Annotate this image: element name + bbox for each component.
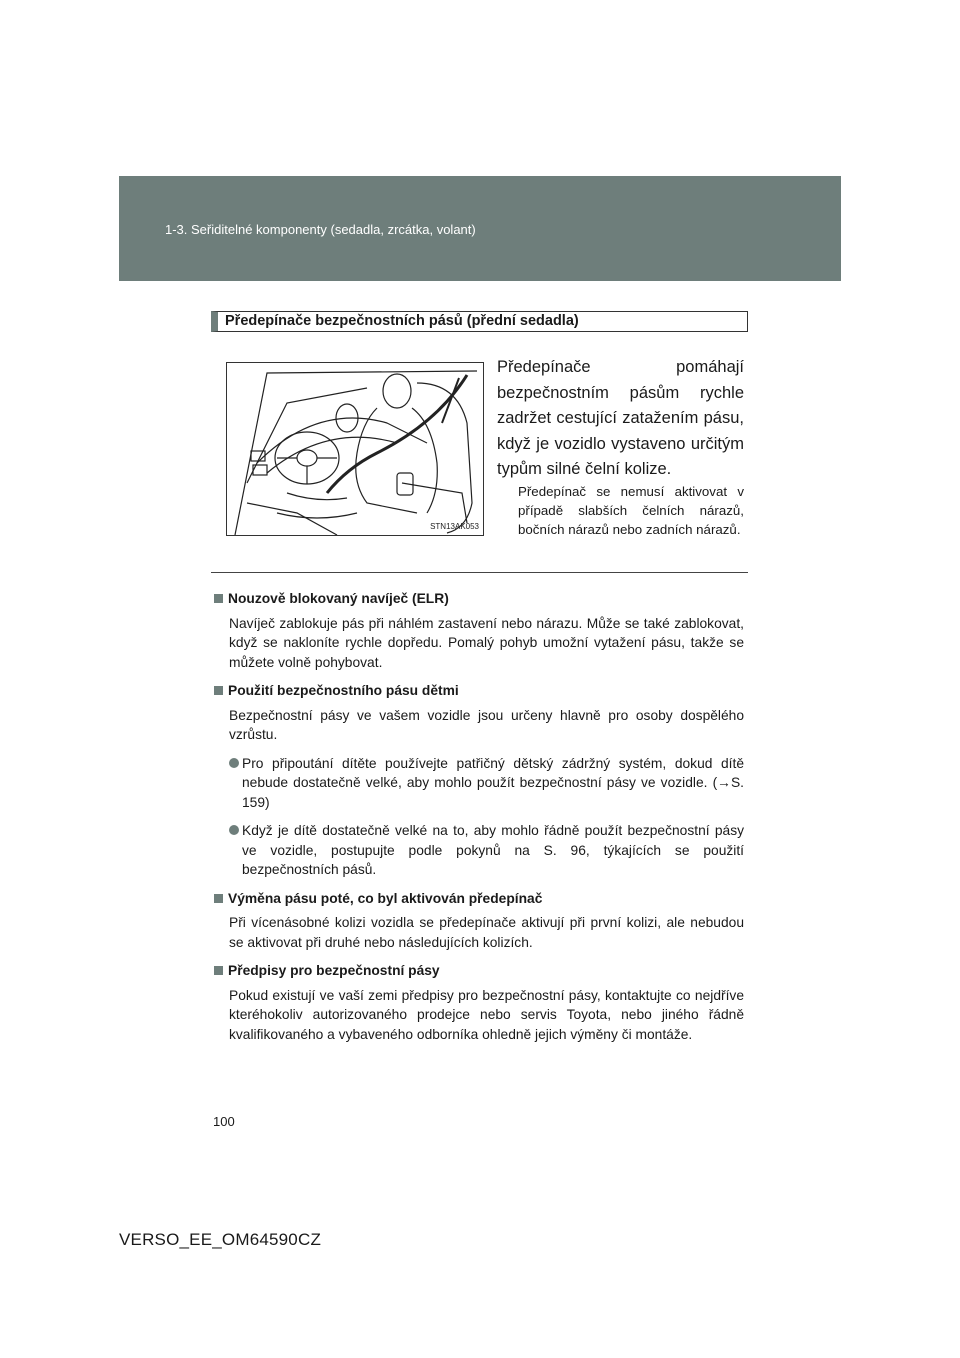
section-title: Předepínače bezpečnostních pásů (přední sedadla) <box>211 311 748 332</box>
square-bullet-icon <box>214 686 223 695</box>
breadcrumb: 1-3. Seřiditelné komponenty (sedadla, zrcátka, volant) <box>165 222 476 237</box>
square-bullet-icon <box>214 594 223 603</box>
header-band <box>119 176 841 281</box>
item-heading: Předpisy pro bezpečnostní pásy <box>214 961 744 981</box>
item-heading: Výměna pásu poté, co byl aktivován předepínač <box>214 889 744 909</box>
intro-paragraph: Předepínače pomáhají bezpečnostním pásům rychle zadržet cestující zatažením pásu, když je vozidlo vystaveno určitým typům silné čelní kolize. <box>497 358 744 478</box>
seatbelt-pretensioner-illustration <box>226 362 484 536</box>
item-heading: Nouzově blokovaný navíječ (ELR) <box>214 589 744 609</box>
intro-note: Předepínač se nemusí aktivovat v případě slabších čelních nárazů, bočních nárazů nebo zadních nárazů. <box>518 484 744 537</box>
list-item: Když je dítě dostatečně velké na to, aby mohlo řádně použít bezpečnostní pásy ve vozidle, postupujte podle pokynů na S. 96, týkajících se použití bezpečnostních pásů. <box>229 821 744 880</box>
car-interior-drawing <box>227 363 483 535</box>
document-code: VERSO_EE_OM64590CZ <box>119 1230 322 1249</box>
page-number: 100 <box>213 1114 235 1129</box>
content-body <box>214 589 744 1053</box>
item-heading: Použití bezpečnostního pásu dětmi <box>214 681 744 701</box>
square-bullet-icon <box>214 894 223 903</box>
circle-bullet-icon <box>229 825 239 835</box>
item-body: Navíječ zablokuje pás při náhlém zastavení nebo nárazu. Může se také zablokovat, když se nakloníte rychle dopředu. Pomalý pohyb umožní vytažení pásu, takže se můžete volně pohybovat. <box>229 615 744 670</box>
section-divider <box>211 572 748 573</box>
list-item: Pro připoutání dítěte používejte patřičný dětský zádržný systém, dokud dítě nebude dostatečně velké, aby mohlo použít bezpečnostní pásy ve vozidle. (→S. 159) <box>229 754 744 813</box>
circle-bullet-icon <box>229 758 239 768</box>
item-body: Bezpečnostní pásy ve vašem vozidle jsou určeny hlavně pro osoby dospělého vzrůstu. <box>229 707 744 742</box>
item-body: Pokud existují ve vaší zemi předpisy pro bezpečnostní pásy, kontaktujte co nejdříve kteréhokoliv autorizovaného prodejce nebo servis Toyota, nebo jiného řádně kvalifikovaného a vybaveného odborníka ohledně jejich výměny či montáže. <box>229 987 744 1042</box>
item-body: Při vícenásobné kolizi vozidla se předepínače aktivují při první kolizi, ale nebudou se aktivovat při druhé nebo následujících kolizích. <box>229 915 744 950</box>
square-bullet-icon <box>214 966 223 975</box>
figure-code: STN13AK053 <box>430 522 479 531</box>
